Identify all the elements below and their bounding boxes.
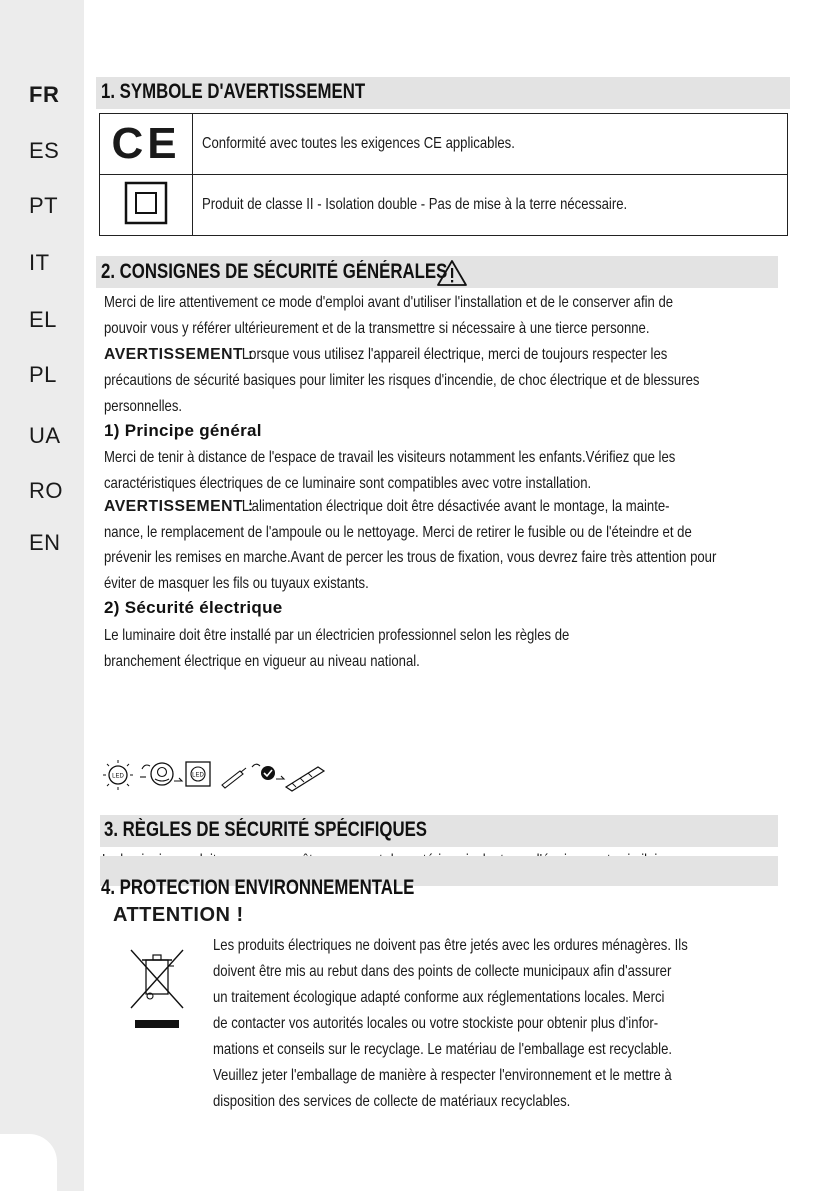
svg-text:LED: LED bbox=[192, 772, 204, 779]
warning1-label: AVERTISSEMENT : bbox=[104, 346, 254, 363]
sub2-line-2: branchement électrique en vigueur au niveau national. bbox=[104, 653, 420, 670]
table-row bbox=[100, 175, 788, 236]
weee-crossed-bin-icon bbox=[128, 946, 186, 1012]
section3-title: 3. RÈGLES DE SÉCURITÉ SPÉCIFIQUES bbox=[104, 818, 427, 841]
warning1-line-3: personnelles. bbox=[104, 398, 183, 415]
weee-bar-icon bbox=[135, 1020, 179, 1028]
env-line-5: mations et conseils sur le recyclage. Le matériau de l'emballage est recyclable. bbox=[213, 1041, 673, 1058]
page-number-tab bbox=[0, 1134, 57, 1191]
section4-title: 4. PROTECTION ENVIRONNEMENTALE bbox=[101, 876, 415, 899]
env-line-4: de contacter vos autorités locales ou votre stockiste pour obtenir plus d'infor- bbox=[213, 1015, 659, 1032]
env-line-6: Veuillez jeter l'emballage de manière à respecter l'environnement et le mettre à bbox=[213, 1067, 672, 1084]
intro-line-2: pouvoir vous y référer ultérieurement et de la transmettre si nécessaire à une tierce personne. bbox=[104, 320, 650, 337]
screwdriver-icon bbox=[222, 768, 246, 788]
led-bulb-icon bbox=[103, 760, 133, 790]
lang-tab-en[interactable]: EN bbox=[29, 530, 61, 555]
lang-tab-pt[interactable]: PT bbox=[29, 193, 59, 218]
svg-text:LED: LED bbox=[112, 773, 124, 780]
lang-tab-es[interactable]: ES bbox=[29, 138, 60, 163]
warning2-line-2: nance, le remplacement de l'ampoule ou le nettoyage. Merci de retirer le fusible ou de l'éteindre et de bbox=[104, 524, 692, 541]
language-sidebar bbox=[0, 0, 84, 1191]
warning-triangle-icon bbox=[436, 259, 468, 287]
approved-fitting-icon bbox=[252, 764, 324, 791]
lang-tab-ro[interactable]: RO bbox=[29, 478, 63, 503]
warning1-line-1: AVERTISSEMENT :Lorsque vous utilisez l'appareil électrique, merci de toujours respecter les bbox=[104, 346, 668, 363]
env-line-2: doivent être mis au rebut dans des points de collecte municipaux afin d'assurer bbox=[213, 963, 672, 980]
no-bulb-replacement-icon bbox=[140, 763, 182, 785]
ce-description: Conformité avec toutes les exigences CE applicables. bbox=[193, 114, 788, 175]
section2-title: 2. CONSIGNES DE SÉCURITÉ GÉNÉRALES bbox=[101, 260, 448, 283]
led-pictograms-row bbox=[100, 757, 330, 793]
lang-tab-it[interactable]: IT bbox=[29, 250, 50, 275]
lang-tab-el[interactable]: EL bbox=[29, 307, 57, 332]
env-line-3: un traitement écologique adapté conforme aux réglementations locales. Merci bbox=[213, 989, 665, 1006]
subheading-principe-general: 1) Principe général bbox=[104, 421, 262, 440]
lang-tab-fr[interactable]: FR bbox=[29, 82, 60, 107]
symbols-table bbox=[99, 113, 788, 236]
warning2-line-3: prévenir les remises en marche.Avant de percer les trous de fixation, vous devrez faire très attention pour bbox=[104, 549, 717, 566]
ce-mark-icon: CE bbox=[100, 114, 193, 175]
lang-tab-pl[interactable]: PL bbox=[29, 362, 57, 387]
sub1-line-1: Merci de tenir à distance de l'espace de travail les visiteurs notamment les enfants.Vérifiez que les bbox=[104, 449, 676, 466]
warning1-line-2: précautions de sécurité basiques pour limiter les risques d'incendie, de choc électrique et de blessures bbox=[104, 372, 700, 389]
class-ii-description: Produit de classe II - Isolation double - Pas de mise à la terre nécessaire. bbox=[193, 175, 788, 236]
subheading-securite-electrique: 2) Sécurité électrique bbox=[104, 598, 283, 617]
warning2-line-1: AVERTISSEMENT :L'alimentation électrique doit être désactivée avant le montage, la mainte- bbox=[104, 498, 670, 515]
warning2-line-4: éviter de masquer les fils ou tuyaux existants. bbox=[104, 575, 369, 592]
sub1-line-2: caractéristiques électriques de ce luminaire sont compatibles avec votre installation. bbox=[104, 475, 592, 492]
warning2-label: AVERTISSEMENT : bbox=[104, 498, 254, 515]
attention-heading: ATTENTION ! bbox=[113, 904, 244, 926]
lang-tab-ua[interactable]: UA bbox=[29, 423, 61, 448]
section1-title: 1. SYMBOLE D'AVERTISSEMENT bbox=[101, 80, 366, 103]
env-line-1: Les produits électriques ne doivent pas être jetés avec les ordures ménagères. Ils bbox=[213, 937, 688, 954]
led-module-icon bbox=[186, 762, 210, 786]
intro-line-1: Merci de lire attentivement ce mode d'emploi avant d'utiliser l'installation et de le conserver afin de bbox=[104, 294, 674, 311]
env-line-7: disposition des services de collecte de matériaux recyclables. bbox=[213, 1093, 571, 1110]
sub2-line-1: Le luminaire doit être installé par un électricien professionnel selon les règles de bbox=[104, 627, 570, 644]
table-row bbox=[100, 114, 788, 175]
class-ii-icon bbox=[100, 175, 193, 236]
